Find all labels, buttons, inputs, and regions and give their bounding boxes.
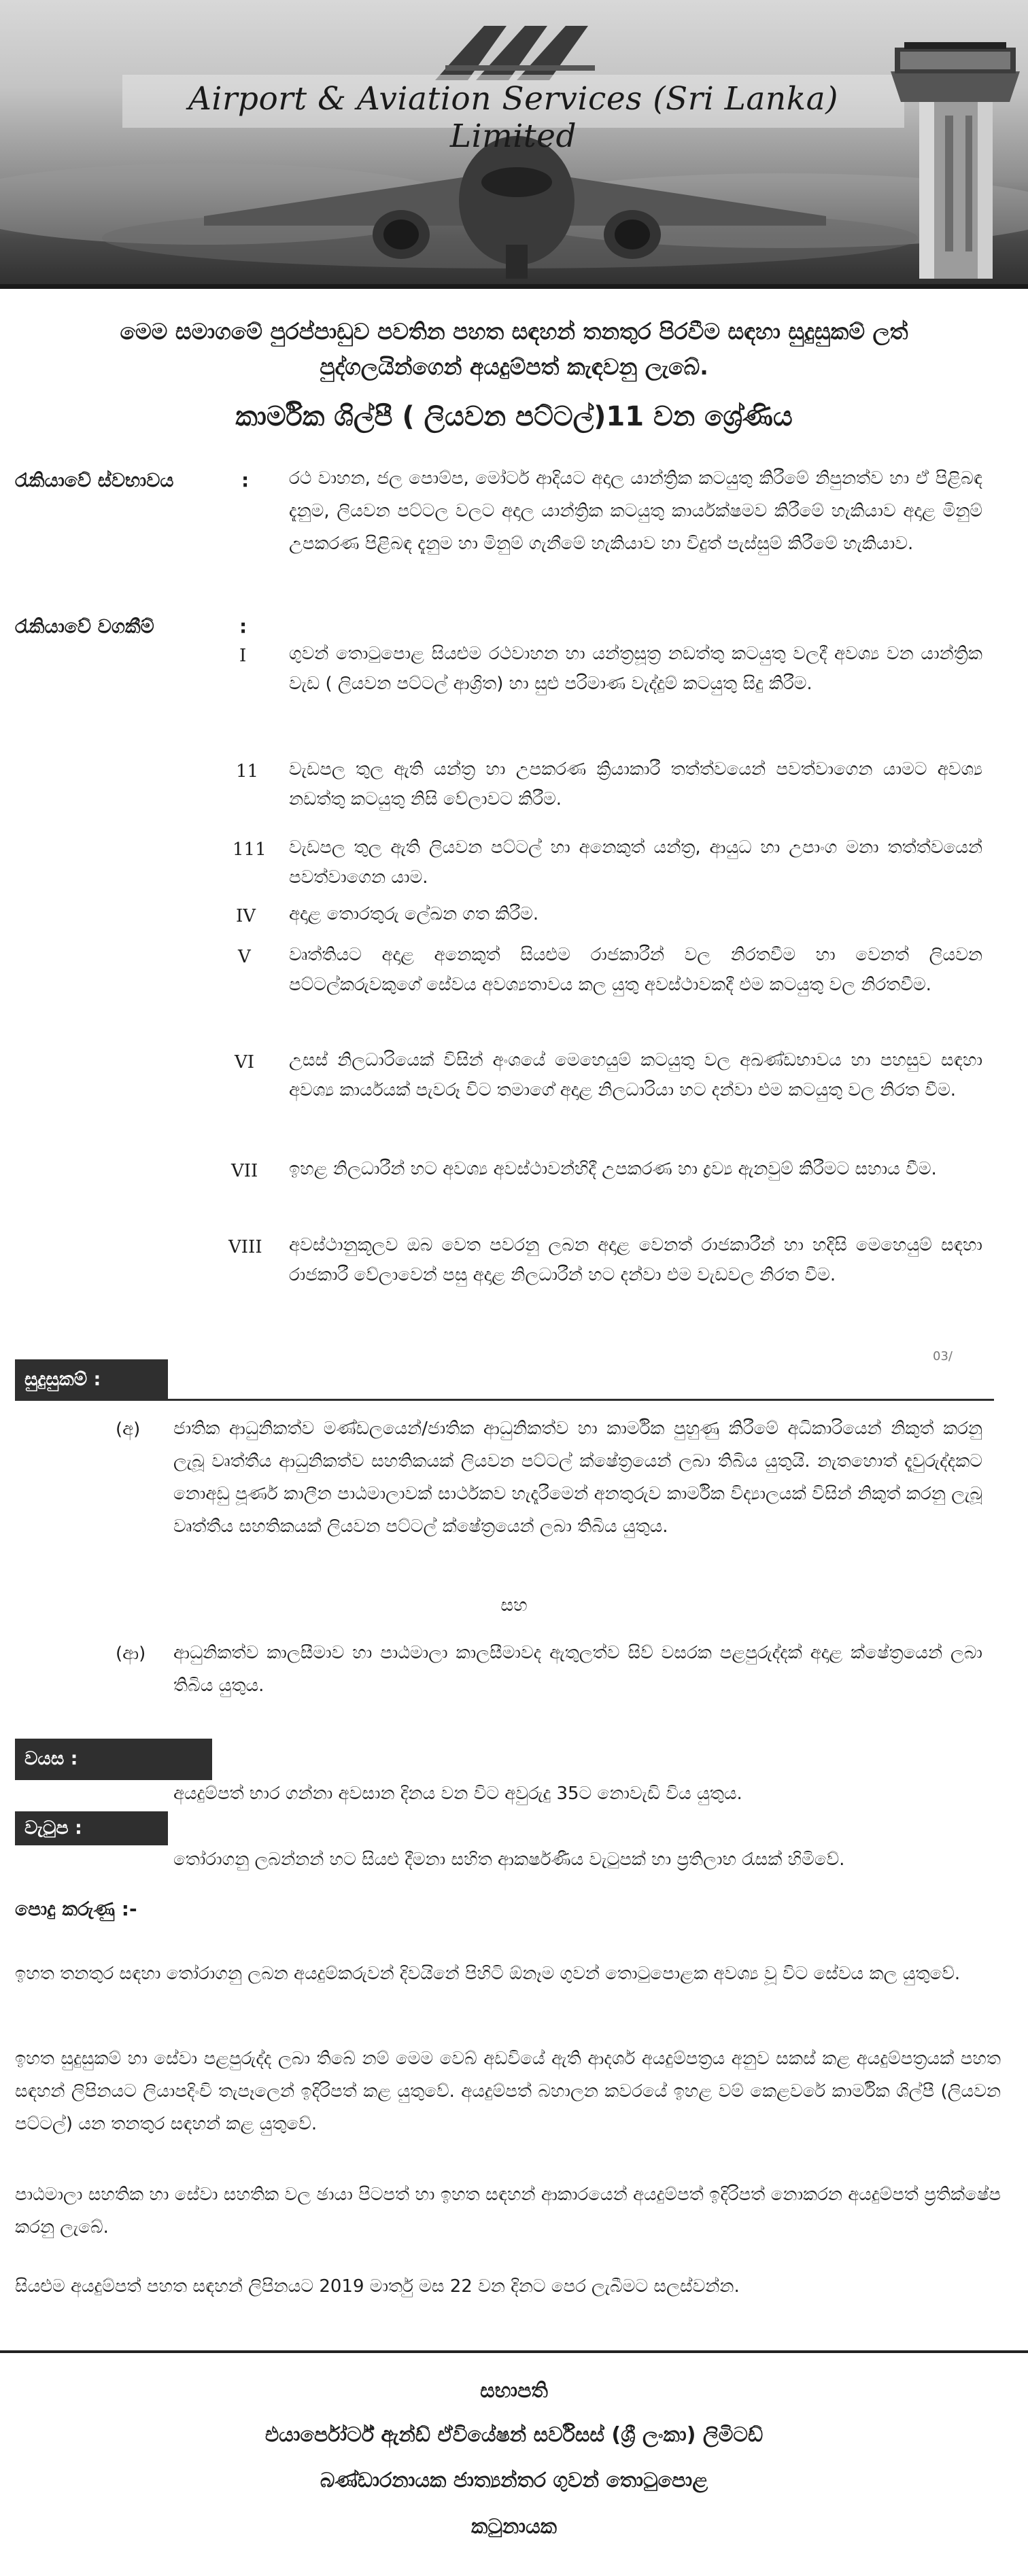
general-label: පොදු කරුණු :- (15, 1898, 137, 1920)
duties-label: රැකියාවේ වගකීම් (15, 615, 154, 638)
intro-text (0, 314, 1028, 385)
intro-line-2: පුද්ගලයින්ගෙන් අයදුම්පත් කැඳවනු ලැබේ. (320, 353, 708, 380)
general-paragraph-3: පාඨමාලා සහතික හා සේවා සහතික වල ඡායා පිටපත් හා ඉහත සඳහන් ආකාරයෙන් අයදුම්පත් ඉදිරිපත් නොකරන අයදුම්පත් ප්‍රතික්ෂේප කරනු ලැබේ. (15, 2185, 1001, 2238)
duty-item: අදාළ තොරතුරු ලේඛන ගත කිරීම. (289, 904, 539, 924)
intro-line-1: මෙම සමාගමේ පුරප්පාඩුව පවතින පහත සඳහන් තනතුර පිරවීම සඳහා සුදුසුකම් ලත් (120, 318, 908, 345)
footer-divider (0, 2350, 1028, 2353)
signature-title: සභාපති (480, 2379, 548, 2403)
age-label: වයස : (15, 1739, 212, 1779)
signature-company: එයාර්පෝර්ට් ඇන්ඩ් ඒවියේෂන් සර්විසස් (ශ්‍රී ලංකා) ලිමිටඩ් (264, 2423, 764, 2447)
duty-number: V (238, 947, 251, 967)
aa-logo-icon (435, 26, 595, 80)
signature-airport: බණ්ඩාරනායක ජාත්‍යන්තර ගුවන් තොටුපොළ (320, 2469, 708, 2492)
qualifications-underline (15, 1399, 994, 1401)
banner-divider (0, 284, 1028, 289)
salary-label: වැටුප : (15, 1811, 168, 1845)
duty-number: VIII (228, 1237, 262, 1257)
duty-item: අවස්ථානුකූලව ඔබ වෙත පවරනු ලබන අදාළ වෙනත් රාජකාරීන් හා හදිසි මෙහෙයුම් සඳහා රාජකාරී වේලාවෙන් පසු අදාළ නිලධාරීන් හට දන්වා එම වැඩවල නිරත වීම. (289, 1235, 982, 1285)
general-paragraph-4: සියළුම අයදුම්පත් පහත සඳහන් ලිපිනයට 2019 මාර්තු මස 22 වන දිනට පෙර ලැබීමට සලස්වන්න. (15, 2276, 740, 2297)
salary-text: තෝරාගනු ලබන්නන් හට සියළු දීමනා සහිත ආකර්ෂණීය වැටුපක් හා ප්‍රතිලාභ රැසක් හිමිවේ. (173, 1849, 845, 1870)
duty-item: වෘත්තියට අදාළ අනෙකුත් සියළුම රාජකාරීන් වල නිරතවීම හා වෙනත් ලියවන පට්ටල්කරුවකුගේ සේවය අවශ්‍යතාවය කල යුතු අවස්ථාවකදී එම කටයුතු වල නිරතවීම. (289, 945, 982, 995)
duty-item: වැඩපල තුල ඇති යන්ත්‍ර හා උපකරණ ක්‍රියාකාරී තත්ත්වයෙන් පවත්වාගෙන යාමට අවශ්‍ය නඩත්තු කටයුතු නිසි වේලාවට කිරීම. (289, 759, 982, 810)
nature-label: රැකියාවේ ස්වභාවය (15, 469, 174, 491)
duty-number: VI (235, 1052, 255, 1073)
qualification-b-text: ආධුනිකත්ව කාලසීමාව හා පාඨමාලා කාලසීමාවද ඇතුලත්ව සිව් වසරක පළපුරුද්දක් අදාළ ක්ෂේත්‍රයෙන් ලබා තිබිය යුතුය. (173, 1643, 982, 1696)
duty-number: 11 (236, 761, 259, 782)
duty-item: වැඩපල තුල ඇති ලියවන පට්ටල් හා අනෙකුත් යන්ත්‍ර, ආයුධ හා උපාංග මනා තත්ත්වයෙන් පවත්වාගෙන යාම. (289, 837, 982, 888)
nature-colon: : (241, 469, 250, 491)
duty-item: ගුවන් තොටුපොළ සියළුම රථවාහන හා යන්ත්‍රසූත්‍ර නඩත්තු කටයුතු වලදී අවශ්‍ය වන යාන්ත්‍රික වැඩ ( ලියවන පට්ටල් ආශ්‍රිත) හා සුළු පරිමාණ වැද්දුම් කටයුතු සිදු කිරීම. (289, 644, 982, 694)
page-mark: 03/ (933, 1349, 953, 1363)
duty-number: I (239, 646, 247, 666)
duties-colon: : (239, 615, 247, 638)
company-name: Airport & Aviation Services (Sri Lanka) Limited (188, 80, 839, 155)
nature-text: රථ වාහන, ජල පොම්ප, මෝටර් ආදියට අදාල යාන්ත්‍රික කටයුතු කිරීමේ නිපුනත්ව හා ඒ පිළිබඳ දැනුම, ලියවන පට්ටල වලට අදාල යාන්ත්‍රික කටයුතු කාර්යක්ෂමව කිරීමේ හැකියාව අදාළ මිනුම් උපකරණ පිළිබඳ දැනුම හා මිනුම් ගැනීමේ හැකියාව හා විදුත් පැස්සුම් කිරීමේ හැකියාව. (289, 468, 983, 554)
general-paragraph-2: ඉහත සුදුසුකම් හා සේවා පළපුරුද්ද ලබා තිබේ නම් මෙම වෙබ් අඩවියේ ඇති ආදර්ශ අයදුම්පත්‍රය අනුව සකස් කළ අයදුම්පත්‍රයක් පහත සඳහන් ලිපිනයට ලියාපදිංචි තැපෑලෙන් ඉදිරිපත් කළ යුතුවේ. අයදුම්පත් බහාලන කවරයේ ඉහළ වම් කෙළවරේ කාර්මික ශිල්පී (ලියවන පට්ටල්) යන තනතුර සඳහන් කළ යුතුවේ. (15, 2049, 1001, 2134)
duty-item: උසස් නිලධාරියෙක් විසින් අංශයේ මෙහෙයුම් කටයුතු වල අඛණ්ඩභාවය හා පහසුව සඳහා අවශ්‍ය කාර්යයක් පැවරූ විට තමාගේ අදාළ නිලධාරියා හට දන්වා එම කටයුතු වල නිරත වීම. (289, 1050, 982, 1100)
qualifications-label: සුදුසුකම් : (15, 1359, 168, 1400)
qualification-b-mark: (ආ) (116, 1643, 146, 1664)
qualification-and: සහ (500, 1595, 528, 1616)
qualification-a-mark: (අ) (116, 1419, 141, 1440)
duty-item: ඉහළ නිලධාරීන් හට අවශ්‍ය අවස්ථාවන්හිදී උපකරණ හා ද්‍රව්‍ය ඇනවුම් කිරීමට සහාය වීම. (289, 1159, 937, 1179)
header-banner (0, 0, 1028, 289)
duty-number: IV (236, 906, 256, 926)
post-title: කාර්මික ශිල්පී ( ලියවන පට්ටල්)11 වන ශ්‍රේණිය (235, 401, 793, 432)
qualification-a-text: ජාතික ආධුනිකත්ව මණ්ඩලයෙන්/ජාතික ආධුනිකත්ව හා කාර්මික පුහුණු කිරීමේ අධිකාරියෙන් නිකුත් කරනු ලැබූ වෘත්තීය ආධුනිකත්ව සහතිකයක් ලියවන පට්ටල් ක්ෂේත්‍රයෙන් ලබා තිබිය යුතුයි. නැතහොත් දෑවුරුද්දකට නොඅඩු පූර්ණ කාලීන පාඨමාලාවක් සාර්ථකව හැදෑරීමෙන් අනතුරුව කාර්මික විද්‍යාලයක් විසින් නිකුත් කරනු ලැබූ වෘත්තීය සහතිකයක් ලියවන පට්ටල් ක්ෂේත්‍රයෙන් ලබා තිබිය යුතුය. (173, 1418, 982, 1537)
age-text: අයදුම්පත් භාර ගන්නා අවසාන දිනය වන විට අවුරුදු 35ට නොවැඩි විය යුතුය. (173, 1783, 742, 1804)
duty-number: VII (231, 1161, 258, 1181)
general-paragraph-1: ඉහත තනතුර සඳහා තෝරාගනු ලබන අයදුම්කරුවන් දිවයිනේ පිහිටි ඕනෑම ගුවන් තොටුපොළක අවශ්‍ය වූ විට සේවය කල යුතුවේ. (15, 1964, 961, 1984)
signature-location: කටුනායක (470, 2515, 558, 2539)
duty-number: 111 (233, 839, 267, 860)
